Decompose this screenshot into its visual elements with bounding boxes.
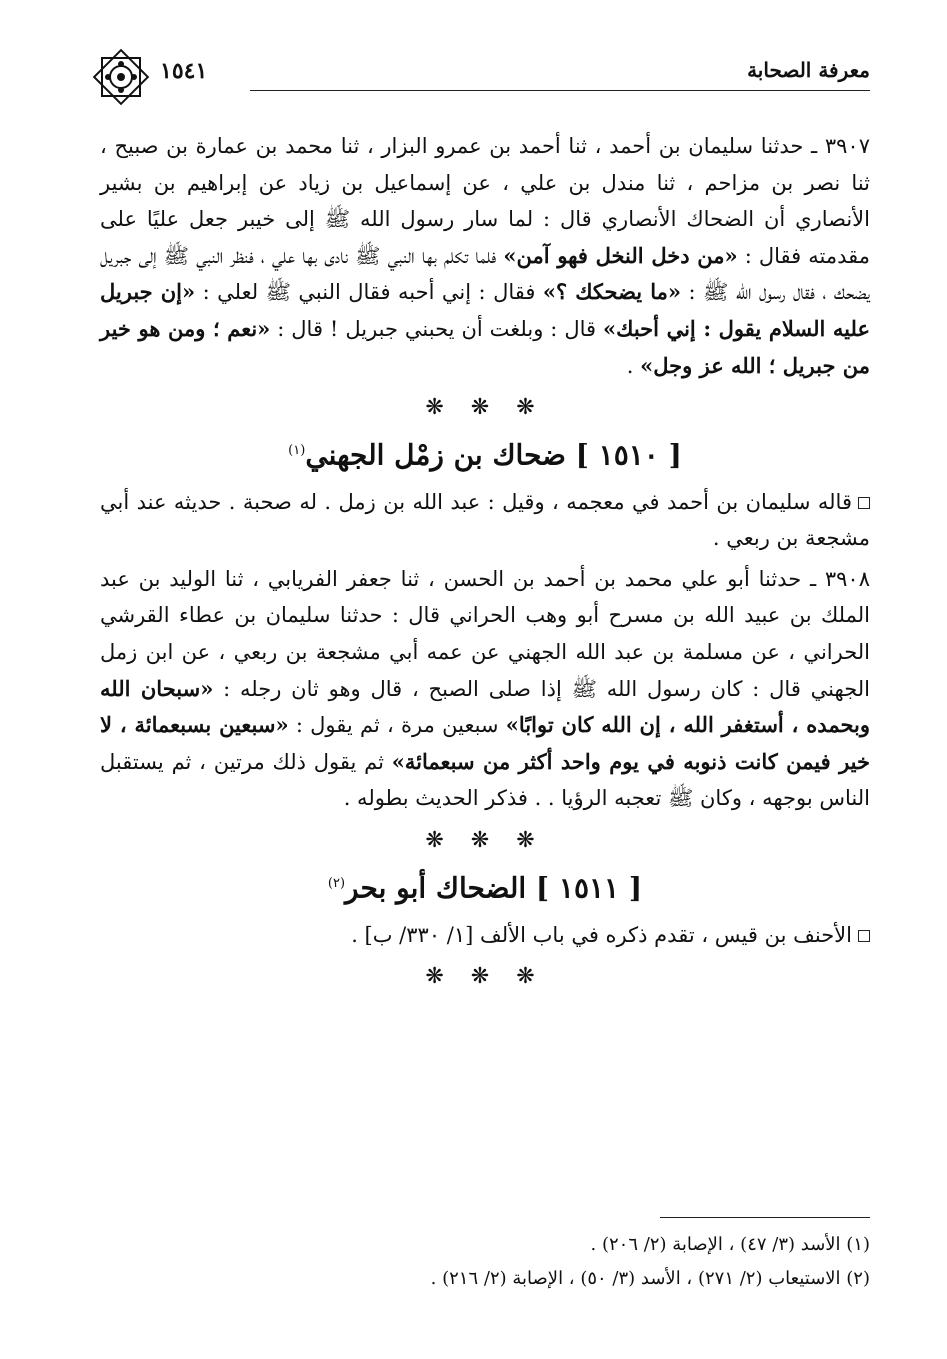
square-bullet-icon: [858, 930, 870, 942]
prophetic-quote: «نعم ؛ ومن هو خير من جبريل ؛ الله عز وجل»: [100, 315, 870, 378]
book-page: [100, 0, 870, 1359]
hadith-text: فقال : إني أحبه فقال النبي ﷺ لعلي :: [195, 280, 543, 305]
footnote-ref: (١): [288, 442, 306, 458]
hadith-text: ثم يقول ذلك مرتين ، ثم يستقبل الناس بوجهه ، وكان ﷺ تعجبه الرؤيا . . فذكر الحديث بطوله .: [100, 749, 870, 811]
intro-text: قاله سليمان بن أحمد في معجمه ، وقيل : عبد الله بن زمل . له صحبة . حديثه عند أبي مشجعة بن ربعي .: [100, 489, 870, 551]
prophetic-quote: «ما يضحكك ؟»: [542, 279, 681, 305]
entry-heading-1511: [100, 866, 870, 907]
header-rule: [250, 90, 870, 91]
hadith-text: .: [626, 353, 641, 378]
hadith-text: ٣٩٠٨ ـ حدثنا أبو علي محمد بن أحمد بن الحسن ، ثنا جعفر الفريابي ، ثنا الوليد بن عبد الملك بن عبيد الله بن مسرح أبو وهب الحراني قال : حدثنا سليمان بن عطاء القرشي الحراني ، عن مسلمة بن عبد الله الجهني عن عمه أبي مشجعة بن ربعي ، عن ابن زمل الجهني قال : كان رسول الله ﷺ إذا صلى الصبح ، قال وهو ثان رجله :: [100, 566, 870, 701]
hadith-text: فلما تكلم بها النبي ﷺ نادى بها علي ، فنظر النبي ﷺ إلى جبريل يضحك ، فقال رسول الله ﷺ :: [100, 243, 870, 305]
page-header: [100, 52, 870, 112]
footnote: (٢) الاستيعاب (٢/ ٢٧١) ، الأسد (٣/ ٥٠) ، الإصابة (٢/ ٢١٦) .: [430, 1268, 870, 1289]
entry-heading-1510: [100, 433, 870, 474]
prophetic-quote: «سبحان الله وبحمده ، أستغفر الله ، إن الله كان توابًا»: [100, 675, 871, 738]
page-number: ١٥٤١: [160, 58, 208, 84]
footnote-ref: (٢): [327, 875, 346, 891]
prophetic-quote: «إن جبريل عليه السلام يقول : إني أحبك»: [100, 279, 870, 341]
section-separator: ❋ ❋ ❋: [425, 395, 545, 421]
octagram-ornament-icon: [88, 44, 154, 110]
footnotes: [100, 1228, 870, 1296]
hadith-text: ٣٩٠٧ ـ حدثنا سليمان بن أحمد ، ثنا أحمد بن عمرو البزار ، ثنا محمد بن عمارة بن صبيح ، ثنا نصر بن مزاحم ، ثنا مندل بن علي ، عن إسماعيل بن زياد عن إبراهيم بن بشير الأنصاري أن الضحاك الأنصاري قال : لما سار رسول الله ﷺ إلى خيبر جعل عليًا على مقدمته فقال :: [100, 134, 870, 268]
footnote: (١) الأسد (٣/ ٤٧) ، الإصابة (٢/ ٢٠٦) .: [590, 1234, 870, 1255]
prophetic-quote: «سبعين بسبعمائة ، لا خير فيمن كانت ذنوبه في يوم واحد أكثر من سبعمائة»: [100, 712, 870, 774]
entry-title: [ ١٥١١ ] الضحاك أبو بحر: [345, 870, 643, 904]
hadith-3907: [100, 128, 870, 384]
main-text: [100, 128, 870, 1000]
square-bullet-icon: [858, 497, 870, 509]
section-separator: ❋ ❋ ❋: [425, 964, 545, 990]
hadith-text: قال : وبلغت أن يحبني جبريل ! قال :: [270, 316, 603, 341]
prophetic-quote: «من دخل النخل فهو آمن»: [503, 242, 738, 268]
entry-intro-1510: [100, 484, 870, 557]
hadith-3908: [100, 561, 870, 817]
section-separator: ❋ ❋ ❋: [425, 828, 545, 854]
entry-title: [ ١٥١٠ ] ضحاك بن زمْل الجهني: [305, 438, 682, 472]
hadith-text: سبعين مرة ، ثم يقول :: [288, 713, 506, 738]
entry-intro-1511: [100, 917, 870, 954]
footnote-rule: [660, 1217, 870, 1218]
running-title: معرفة الصحابة: [747, 58, 870, 82]
intro-text: الأحنف بن قيس ، تقدم ذكره في باب الألف [١/ ٣٣٠/ ب] .: [351, 922, 852, 947]
